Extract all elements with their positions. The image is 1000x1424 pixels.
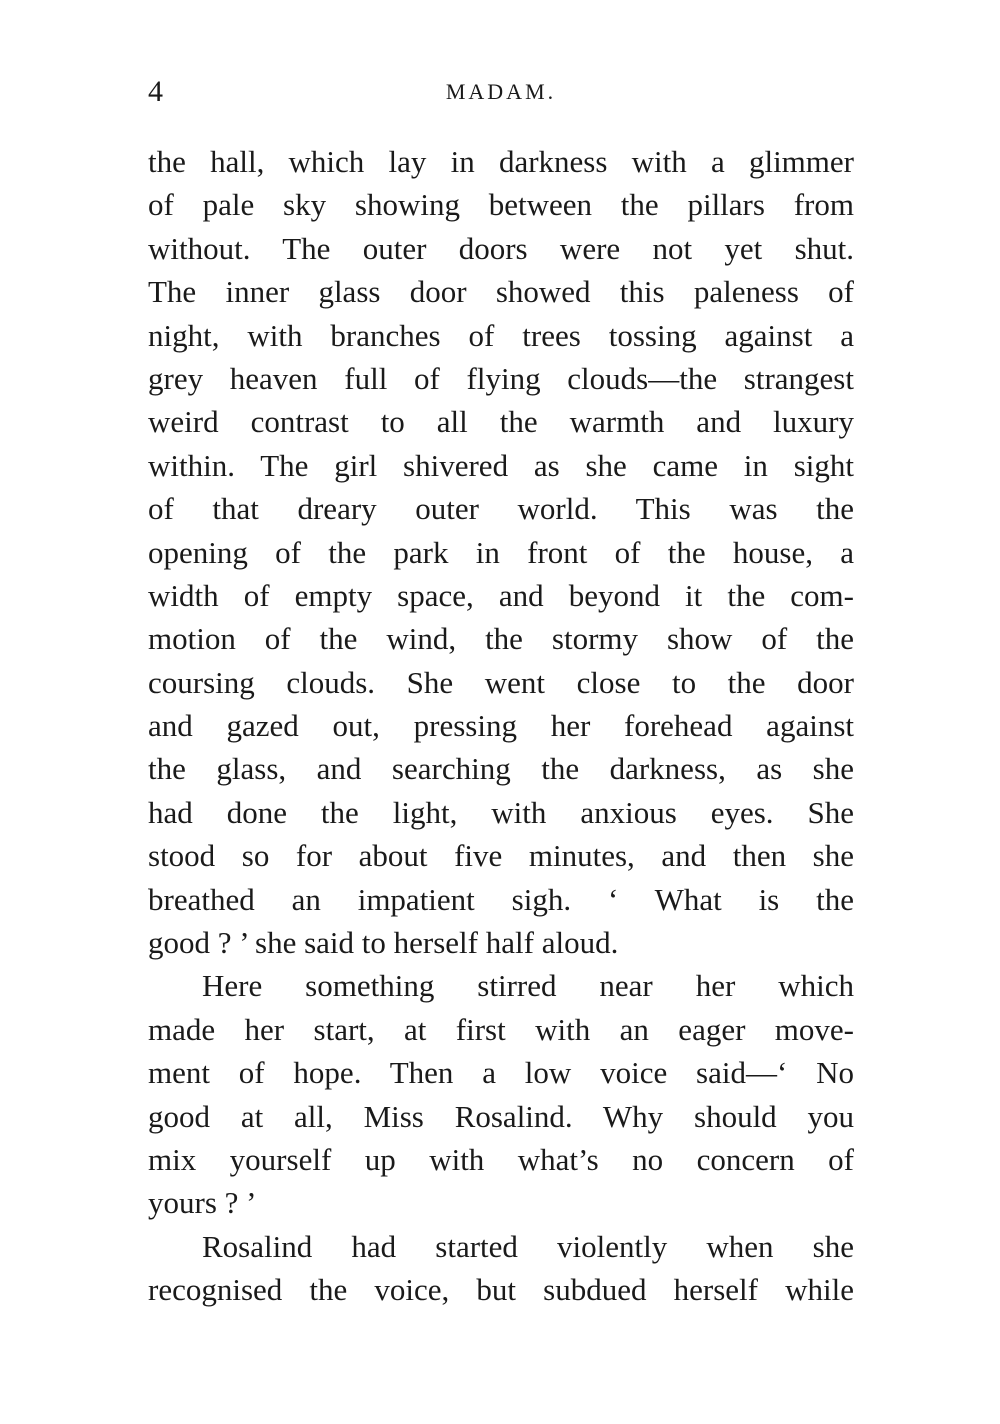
text-line: recognised the voice, but subdued herself while (148, 1272, 854, 1308)
running-title: MADAM. (445, 79, 557, 104)
text-line: without. The outer doors were not yet shut. (148, 230, 854, 266)
text-line: of pale sky showing between the pillars from (148, 187, 854, 223)
text-line: Here something stirred near her which (202, 968, 854, 1004)
text-line: of that dreary outer world. This was the (148, 491, 854, 527)
text-line: the hall, which lay in darkness with a glimmer (148, 144, 854, 179)
text-line: good ? ’ she said to herself half aloud. (148, 925, 619, 961)
text-line: good at all, Miss Rosalind. Why should you (148, 1098, 854, 1134)
text-line: breathed an impatient sigh. ‘ What is the (148, 881, 854, 917)
text-line: stood so for about five minutes, and then she (148, 838, 854, 874)
text-line: ment of hope. Then a low voice said—‘ No (148, 1055, 854, 1091)
text-line: width of empty space, and beyond it the com- (148, 577, 854, 613)
text-line: coursing clouds. She went close to the door (148, 664, 854, 700)
running-head (148, 72, 854, 112)
text-line: made her start, at first with an eager move- (148, 1011, 854, 1047)
text-line: yours ? ’ (148, 1185, 257, 1221)
text-line: mix yourself up with what’s no concern of (148, 1141, 854, 1177)
text-line: The inner glass door showed this paleness of (148, 274, 854, 310)
text-line: night, with branches of trees tossing against a (148, 317, 854, 353)
body-text (148, 140, 854, 1312)
text-line: opening of the park in front of the house, a (148, 534, 854, 570)
text-line: motion of the wind, the stormy show of the (148, 621, 854, 657)
text-line: and gazed out, pressing her forehead against (148, 708, 854, 744)
page-number: 4 (148, 75, 163, 108)
text-line: within. The girl shivered as she came in sight (148, 447, 854, 483)
text-line: Rosalind had started violently when she (202, 1228, 854, 1264)
text-line: the glass, and searching the darkness, as she (148, 751, 854, 787)
text-line: had done the light, with anxious eyes. She (148, 794, 854, 830)
text-line: grey heaven full of flying clouds—the strangest (148, 360, 854, 396)
text-line: weird contrast to all the warmth and luxury (148, 404, 854, 440)
